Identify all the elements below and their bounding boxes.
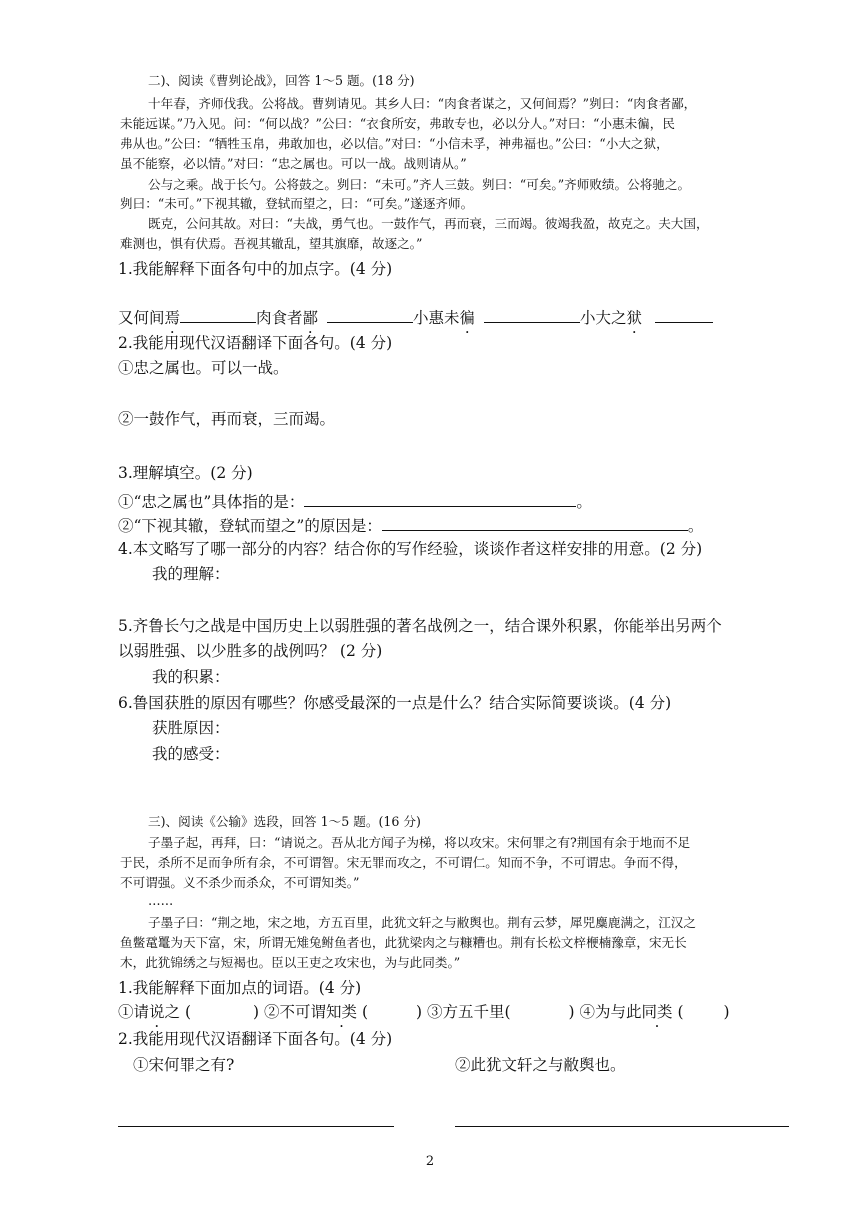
- dotted-char: 狱: [626, 309, 642, 327]
- s3-question-1: 1.我能解释下面加点的词语。(4 分): [118, 979, 362, 997]
- section-2-title: 二)、阅读《曹刿论战》，回答 1～5 题。(18 分): [148, 73, 415, 88]
- passage-line: 弗从也。”公曰：“牺牲玉帛，弗敢加也，必以信。”对曰：“小信未孚，神弗福也。”公曰：“小大之狱，: [120, 136, 669, 151]
- dotted-char: 鄙: [302, 309, 319, 327]
- q2-sentence-a: ①忠之属也。可以一战。: [118, 359, 289, 377]
- question-6: 6.鲁国获胜的原因有哪些？你感受最深的一点是什么？结合实际简要谈谈。(4 分): [118, 694, 672, 712]
- question-4: 4.本文略写了哪一部分的内容？结合你的写作经验，谈谈作者这样安排的用意。(2 分): [118, 540, 703, 558]
- s3-q2-sentence-b: ②此犹文轩之与敝舆也。: [455, 1056, 626, 1074]
- dotted-char: 知类: [326, 1003, 358, 1021]
- passage-line: 子墨子起，再拜，曰：“请说之。吾从北方闻子为梯，将以攻宋。宋何罪之有?荆国有余于地而不足: [148, 835, 691, 850]
- q3-item-b-text: ②“下视其辙，登轼而望之”的原因是：: [118, 517, 382, 535]
- answer-line-left[interactable]: [118, 1126, 394, 1127]
- passage-line: 公与之乘。战于长勺。公将鼓之。刿曰：“未可。”齐人三鼓。刿曰：“可矣。”齐师败绩。公将驰之。: [148, 177, 691, 192]
- s3-q1-text: (: [357, 1003, 368, 1021]
- passage-line: 鱼鳖鼋鼍为天下富，宋，所谓无雉兔鲋鱼者也，此犹梁肉之与糠糟也。荆有长松文梓楩楠豫章，宋无长: [120, 935, 687, 950]
- q4-answer-label: 我的理解：: [152, 565, 230, 583]
- q5-answer-label: 我的积累：: [152, 668, 230, 686]
- q1-answer-row: [118, 308, 713, 327]
- passage-line: 十年春，齐师伐我。公将战。曹刿请见。其乡人曰：“肉食者谋之，又何间焉？”刿曰：“肉食者鄙，: [148, 96, 697, 111]
- s3-q1-answer-row: [118, 1005, 730, 1021]
- s3-q1-text: ) ②不可谓: [253, 1003, 326, 1021]
- dotted-char: 同类: [641, 1003, 673, 1021]
- q1-item-text: 小大之: [579, 309, 627, 327]
- dotted-char: 徧: [459, 309, 476, 327]
- q2-sentence-b: ②一鼓作气，再而衰，三而竭。: [118, 410, 336, 428]
- passage-line: 不可谓强。义不杀少而杀众，不可谓知类。”: [120, 875, 360, 890]
- question-3: 3.理解填空。(2 分): [118, 464, 253, 482]
- passage-line: 木，此犹锦绣之与短褐也。臣以王吏之攻宋也，为与此同类。”: [120, 955, 461, 970]
- q3-item-b: [118, 516, 703, 535]
- page-number: 2: [425, 1154, 435, 1169]
- s3-q1-text: ①请: [118, 1003, 150, 1021]
- q6-feeling-label: 我的感受：: [152, 745, 230, 763]
- s3-q1-text: (: [672, 1003, 684, 1021]
- answer-line-right[interactable]: [455, 1126, 789, 1127]
- passage-ellipsis: ……: [148, 893, 174, 908]
- passage-line: 既克，公问其故。对曰：“夫战，勇气也。一鼓作气，再而衰，三而竭。彼竭我盈，故克之。夫大国，: [148, 216, 709, 231]
- dotted-char: 焉: [164, 309, 181, 327]
- period: 。: [576, 493, 592, 511]
- answer-blank[interactable]: [382, 516, 688, 531]
- q1-item-text: 肉食者: [256, 309, 303, 327]
- question-2: 2.我能用现代汉语翻译下面各句。(4 分): [118, 334, 393, 352]
- q1-item-text: 又何间: [118, 309, 165, 327]
- question-5-line2: 以弱胜强、以少胜多的战例吗？ (2 分): [118, 642, 383, 660]
- answer-blank[interactable]: [484, 308, 580, 323]
- q3-item-a-text: ①“忠之属也”具体指的是：: [118, 493, 305, 511]
- answer-blank[interactable]: [180, 308, 256, 323]
- passage-line: 子墨子曰：“荆之地，宋之地，方五百里，此犹文轩之与敝舆也。荆有云梦，犀兕麋鹿满之，江汉之: [148, 915, 696, 930]
- s3-q2-sentence-a: ①宋何罪之有?: [133, 1056, 235, 1074]
- period: 。: [687, 517, 704, 535]
- s3-q1-text: 之 (: [164, 1003, 192, 1021]
- q6-reason-label: 获胜原因：: [152, 719, 230, 737]
- passage-line: 于民，杀所不足而争所有余，不可谓智。宋无罪而攻之，不可谓仁。知而不争，不可谓忠。争而不得，: [120, 855, 687, 870]
- answer-blank[interactable]: [655, 308, 713, 323]
- s3-question-2: 2.我能用现代汉语翻译下面各句。(4 分): [118, 1030, 393, 1048]
- s3-q1-text: ) ③方五千里(: [416, 1003, 511, 1021]
- section-3-title: 三)、阅读《公输》选段，回答 1～5 题。(16 分): [148, 814, 421, 829]
- passage-line: 难测也，惧有伏焉。吾视其辙乱，望其旗靡，故逐之。”: [120, 236, 423, 251]
- answer-blank[interactable]: [327, 308, 413, 323]
- s3-q1-text: ): [723, 1003, 730, 1021]
- passage-line: 虽不能察，必以情。”对曰：“忠之属也。可以一战。战则请从。”: [120, 156, 467, 171]
- passage-line: 未能远谋。”乃入见。问：“何以战？”公曰：“衣食所安，弗敢专也，必以分人。”对曰：“小惠未徧，民: [120, 116, 675, 131]
- q1-item-text: 小惠未: [413, 309, 460, 327]
- passage-line: 刿曰：“未可。”下视其辙，登轼而望之，曰：“可矣。”遂逐齐师。: [120, 196, 474, 211]
- question-1: 1.我能解释下面各句中的加点字。(4 分): [118, 260, 393, 278]
- s3-q1-text: ) ④为与此: [568, 1003, 642, 1021]
- dotted-char: 说: [149, 1003, 165, 1021]
- question-5-line1: 5.齐鲁长勺之战是中国历史上以弱胜强的著名战例之一，结合课外积累，你能举出另两个: [118, 617, 722, 635]
- answer-blank[interactable]: [304, 492, 576, 507]
- q3-item-a: [118, 492, 592, 511]
